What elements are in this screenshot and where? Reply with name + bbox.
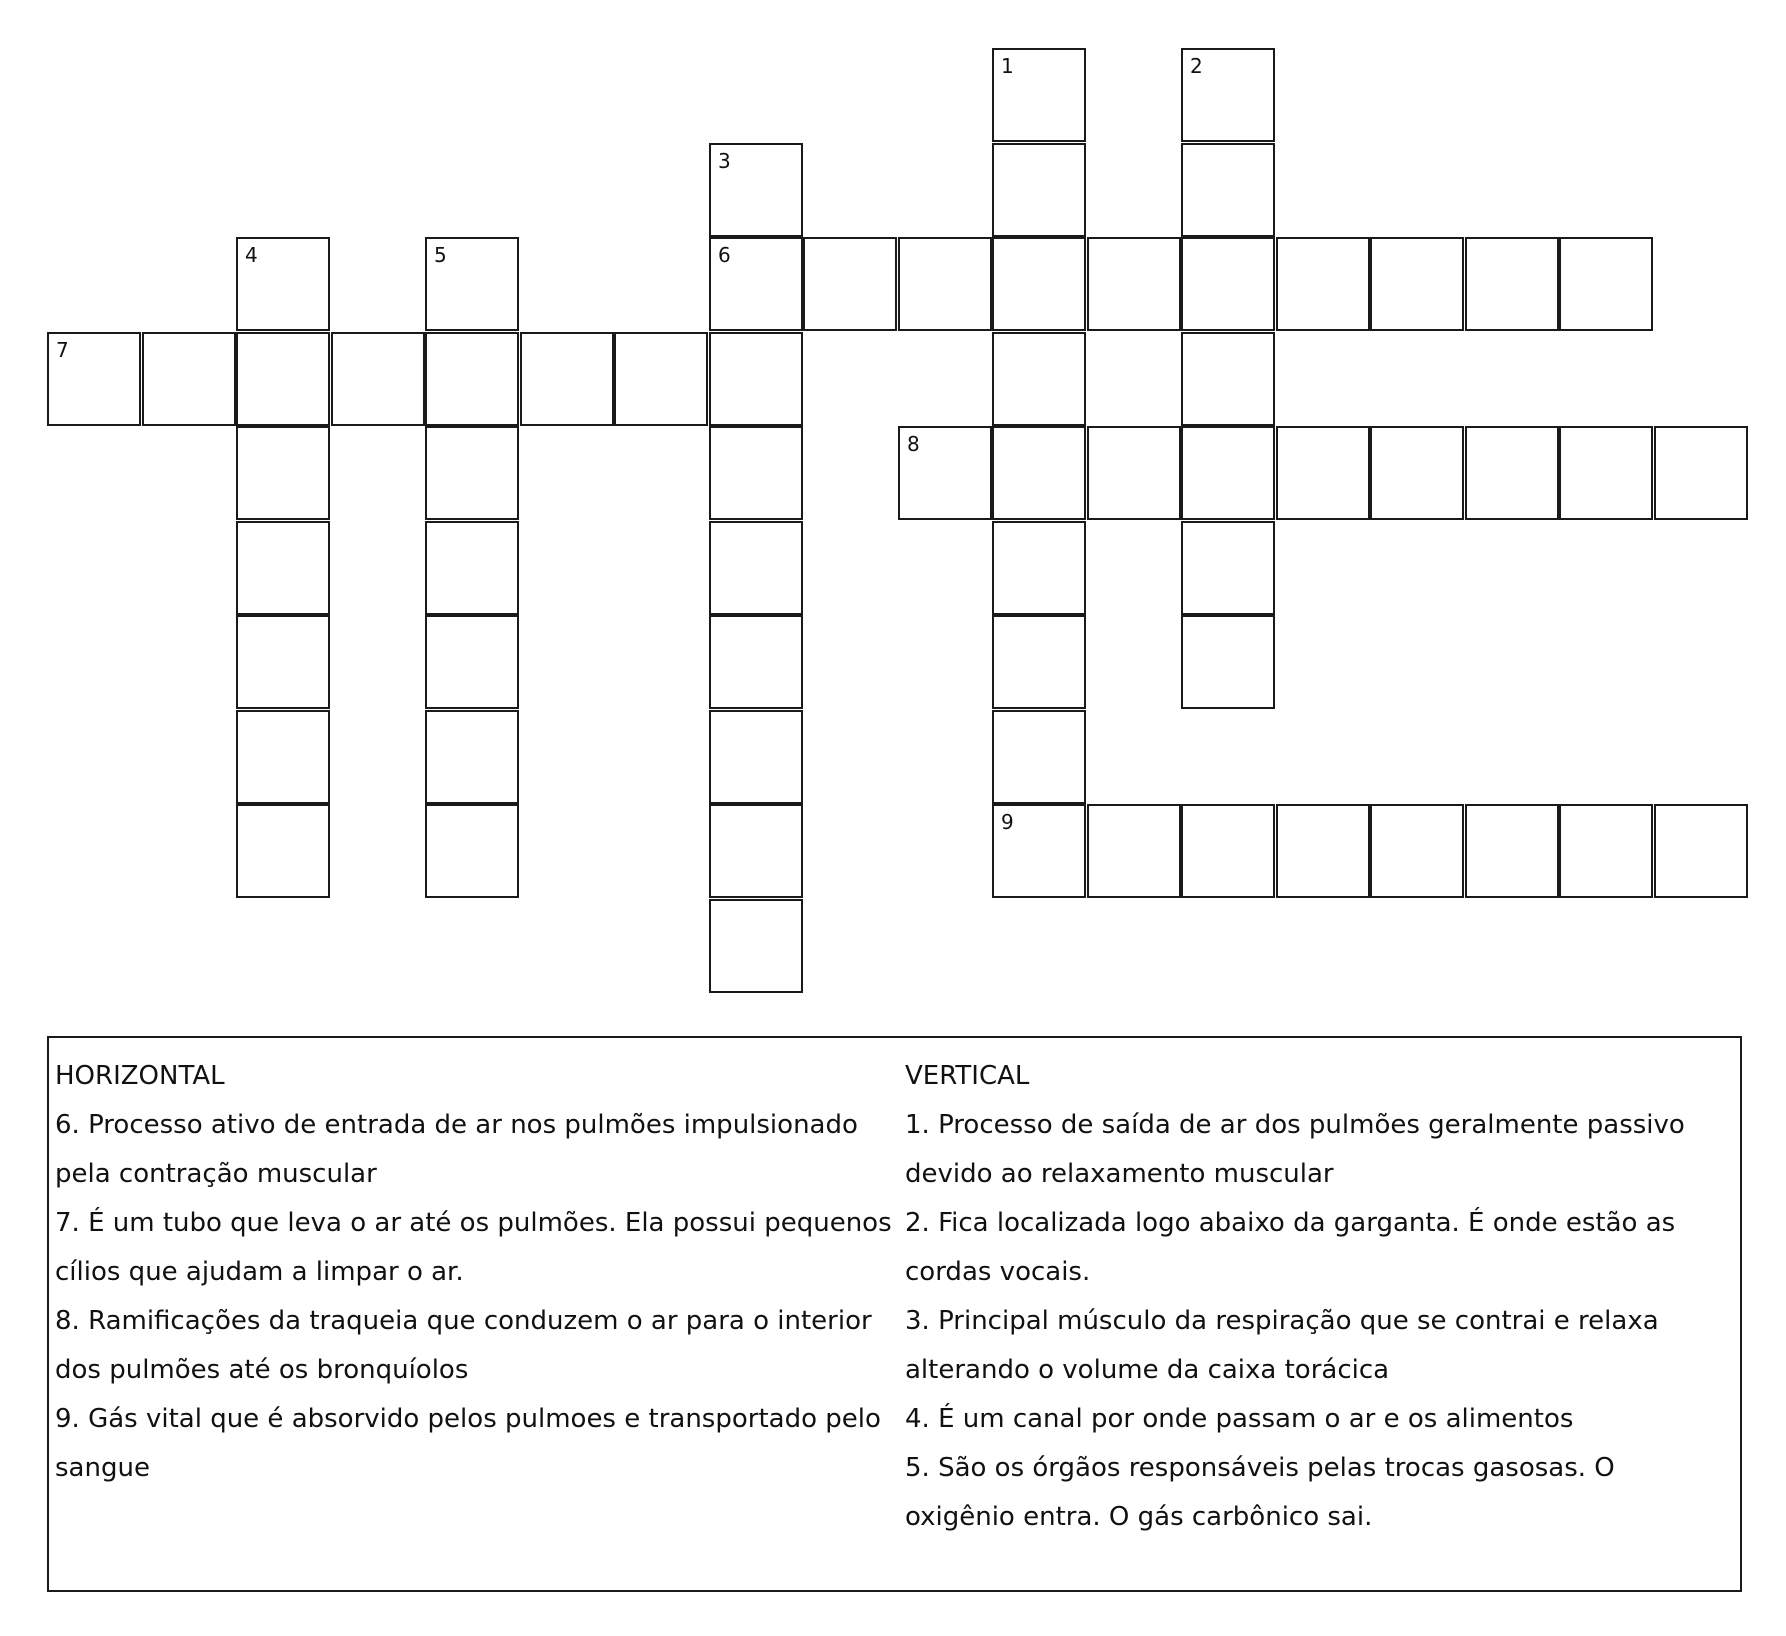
- crossword-cell[interactable]: [425, 426, 519, 520]
- crossword-cell[interactable]: [803, 237, 897, 331]
- crossword-cell[interactable]: [992, 710, 1086, 804]
- crossword-cell[interactable]: [236, 804, 330, 898]
- crossword-cell[interactable]: [992, 48, 1086, 142]
- clue-8: 8. Ramificações da traqueia que conduzem o ar para o interior dos pulmões até os bronquíolos: [55, 1306, 872, 1385]
- horizontal-clues: [55, 1052, 895, 1493]
- crossword-cell[interactable]: [709, 615, 803, 709]
- crossword-cell[interactable]: [1181, 48, 1275, 142]
- crossword-cell[interactable]: [1181, 143, 1275, 237]
- crossword-cell[interactable]: [1370, 237, 1464, 331]
- crossword-cell[interactable]: [1370, 804, 1464, 898]
- crossword-cell[interactable]: [1181, 615, 1275, 709]
- clue-5: 5. São os órgãos responsáveis pelas trocas gasosas. O oxigênio entra. O gás carbônico sai.: [905, 1453, 1615, 1532]
- crossword-cell[interactable]: [709, 710, 803, 804]
- crossword-cell[interactable]: [425, 710, 519, 804]
- clue-4: 4. É um canal por onde passam o ar e os alimentos: [905, 1404, 1574, 1434]
- crossword-cell[interactable]: [520, 332, 614, 426]
- crossword-cell[interactable]: [709, 332, 803, 426]
- clues-box: [47, 1036, 1742, 1592]
- vertical-heading: VERTICAL: [905, 1061, 1030, 1091]
- clue-number: 5: [434, 243, 447, 267]
- crossword-cell[interactable]: [1087, 237, 1181, 331]
- crossword-cell[interactable]: [1181, 521, 1275, 615]
- clue-number: 8: [907, 432, 920, 456]
- crossword-cell[interactable]: [898, 426, 992, 520]
- clue-number: 6: [718, 243, 731, 267]
- crossword-cell[interactable]: [992, 426, 1086, 520]
- crossword-cell[interactable]: [709, 237, 803, 331]
- crossword-cell[interactable]: [1654, 804, 1748, 898]
- crossword-cell[interactable]: [1654, 426, 1748, 520]
- crossword-cell[interactable]: [425, 615, 519, 709]
- clue-number: 2: [1190, 54, 1203, 78]
- crossword-cell[interactable]: [1465, 426, 1559, 520]
- crossword-cell[interactable]: [236, 710, 330, 804]
- clue-number: 4: [245, 243, 258, 267]
- crossword-cell[interactable]: [1559, 804, 1653, 898]
- vertical-clues: [905, 1052, 1725, 1542]
- crossword-cell[interactable]: [1276, 237, 1370, 331]
- crossword-cell[interactable]: [1181, 237, 1275, 331]
- crossword-cell[interactable]: [236, 426, 330, 520]
- crossword-cell[interactable]: [1087, 804, 1181, 898]
- crossword-cell[interactable]: [1276, 804, 1370, 898]
- crossword-cell[interactable]: [992, 332, 1086, 426]
- crossword-cell[interactable]: [236, 237, 330, 331]
- clue-9: 9. Gás vital que é absorvido pelos pulmoes e transportado pelo sangue: [55, 1404, 881, 1483]
- clue-7: 7. É um tubo que leva o ar até os pulmões. Ela possui pequenos cílios que ajudam a limpar o ar.: [55, 1208, 892, 1287]
- crossword-cell[interactable]: [1087, 426, 1181, 520]
- clue-6: 6. Processo ativo de entrada de ar nos pulmões impulsionado pela contração muscular: [55, 1110, 858, 1189]
- crossword-cell[interactable]: [1370, 426, 1464, 520]
- crossword-cell[interactable]: [236, 521, 330, 615]
- crossword-cell[interactable]: [236, 332, 330, 426]
- crossword-cell[interactable]: [1559, 426, 1653, 520]
- crossword-cell[interactable]: [425, 237, 519, 331]
- horizontal-heading: HORIZONTAL: [55, 1061, 225, 1091]
- crossword-cell[interactable]: [709, 426, 803, 520]
- clue-3: 3. Principal músculo da respiração que se contrai e relaxa alterando o volume da caixa torácica: [905, 1306, 1659, 1385]
- crossword-cell[interactable]: [425, 332, 519, 426]
- crossword-cell[interactable]: [992, 804, 1086, 898]
- crossword-cell[interactable]: [992, 521, 1086, 615]
- crossword-cell[interactable]: [1465, 804, 1559, 898]
- crossword-cell[interactable]: [1181, 426, 1275, 520]
- crossword-cell[interactable]: [331, 332, 425, 426]
- crossword-cell[interactable]: [1465, 237, 1559, 331]
- crossword-cell[interactable]: [1276, 426, 1370, 520]
- crossword-cell[interactable]: [709, 899, 803, 993]
- crossword-cell[interactable]: [709, 143, 803, 237]
- crossword-cell[interactable]: [992, 615, 1086, 709]
- clue-number: 9: [1001, 810, 1014, 834]
- crossword-cell[interactable]: [992, 237, 1086, 331]
- clue-number: 3: [718, 149, 731, 173]
- crossword-cell[interactable]: [1181, 332, 1275, 426]
- crossword-cell[interactable]: [992, 143, 1086, 237]
- crossword-cell[interactable]: [1559, 237, 1653, 331]
- crossword-cell[interactable]: [614, 332, 708, 426]
- crossword-cell[interactable]: [425, 804, 519, 898]
- clue-number: 1: [1001, 54, 1014, 78]
- crossword-cell[interactable]: [47, 332, 141, 426]
- crossword-cell[interactable]: [1181, 804, 1275, 898]
- crossword-cell[interactable]: [425, 521, 519, 615]
- crossword-cell[interactable]: [142, 332, 236, 426]
- crossword-cell[interactable]: [236, 615, 330, 709]
- crossword-cell[interactable]: [709, 804, 803, 898]
- clue-number: 7: [56, 338, 69, 362]
- crossword-cell[interactable]: [709, 521, 803, 615]
- crossword-cell[interactable]: [898, 237, 992, 331]
- clue-2: 2. Fica localizada logo abaixo da garganta. É onde estão as cordas vocais.: [905, 1208, 1676, 1287]
- clue-1: 1. Processo de saída de ar dos pulmões geralmente passivo devido ao relaxamento muscular: [905, 1110, 1685, 1189]
